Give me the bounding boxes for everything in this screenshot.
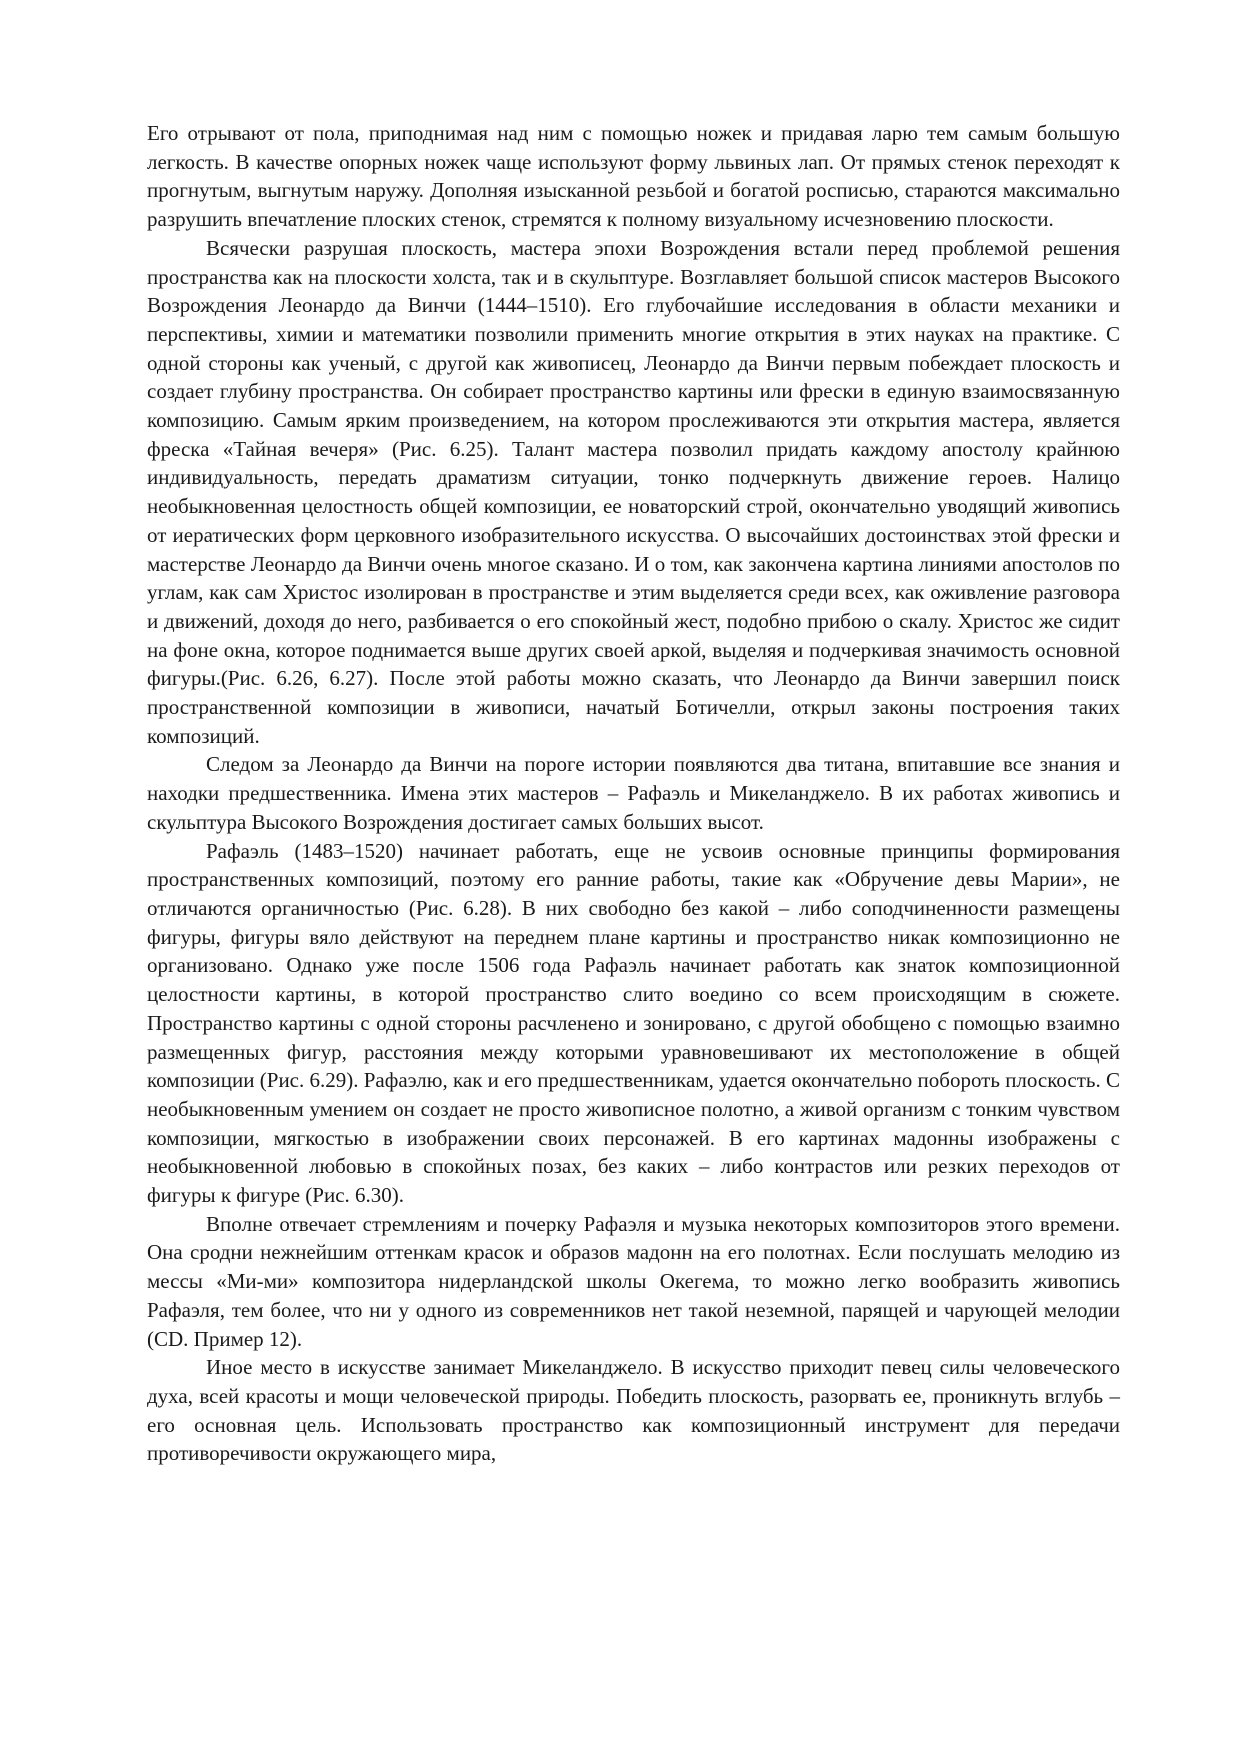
- paragraph-4: Рафаэль (1483–1520) начинает работать, еще не усвоив основные принципы формирования пространственных композиций, поэтому его ранние работы, такие как «Обручение девы Марии», не отличаются органичностью (Рис. 6.28). В них свободно без какой – либо соподчиненности размещены фигуры, фигуры вяло действуют на переднем плане картины и пространство никак композиционно не организовано. Однако уже после 1506 года Рафаэль начинает работать как знаток композиционной целостности картины, в которой пространство слито воедино со всем происходящим в сюжете. Пространство картины с одной стороны расчленено и зонировано, с другой обобщено с помощью взаимно размещенных фигур, расстояния между которыми уравновешивают их местоположение в общей композиции (Рис. 6.29). Рафаэлю, как и его предшественникам, удается окончательно побороть плоскость. С необыкновенным умением он создает не просто живописное полотно, а живой организм с тонким чувством композиции, мягкостью в изображении своих персонажей. В его картинах мадонны изображены с необыкновенной любовью в спокойных позах, без каких – либо контрастов или резких переходов от фигуры к фигуре (Рис. 6.30).: [147, 838, 1120, 1208]
- paragraph-3: Следом за Леонардо да Винчи на пороге истории появляются два титана, впитавшие все знания и находки предшественника. Имена этих мастеров – Рафаэль и Микеланджело. В их работах живопись и скульптура Высокого Возрождения достигает самых больших высот.: [147, 752, 1120, 834]
- paragraph-2: Всячески разрушая плоскость, мастера эпохи Возрождения встали перед проблемой решения пространства как на плоскости холста, так и в скульптуре. Возглавляет большой список мастеров Высокого Возрождения Леонардо да Винчи (1444–1510). Его глубочайшие исследования в области механики и перспективы, химии и математики позволили применить многие открытия в этих науках на практике. С одной стороны как ученый, с другой как живописец, Леонардо да Винчи первым побеждает плоскость и создает глубину пространства. Он собирает пространство картины или фрески в единую взаимосвязанную композицию. Самым ярким произведением, на котором прослеживаются эти открытия мастера, является фреска «Тайная вечеря» (Рис. 6.25). Талант мастера позволил придать каждому апостолу крайнюю индивидуальность, передать драматизм ситуации, тонко подчеркнуть движение героев. Налицо необыкновенная целостность общей композиции, ее новаторский строй, окончательно уводящий живопись от иератических форм церковного изобразительного искусства. О высочайших достоинствах этой фрески и мастерстве Леонардо да Винчи очень многое сказано. И о том, как закончена картина линиями апостолов по углам, как сам Христос изолирован в пространстве и этим выделяется среди всех, как оживление разговора и движений, доходя до него, разбивается о его спокойный жест, подобно прибою о скалу. Христос же сидит на фоне окна, которое поднимается выше других своей аркой, выделяя и подчеркивая значимость основной фигуры.(Рис. 6.26, 6.27). После этой работы можно сказать, что Леонардо да Винчи завершил поиск пространственной композиции в живописи, начатый Ботичелли, открыл законы построения таких композиций.: [147, 235, 1120, 748]
- paragraph-5: Вполне отвечает стремлениям и почерку Рафаэля и музыка некоторых композиторов этого времени. Она сродни нежнейшим оттенкам красок и образов мадонн на его полотнах. Если послушать мелодию из мессы «Ми-ми» композитора нидерландской школы Окегема, то можно легко вообразить живопись Рафаэля, тем более, что ни у одного из современников нет такой неземной, парящей и чарующей мелодии (CD. Пример 12).: [147, 1211, 1120, 1351]
- paragraph-6: Иное место в искусстве занимает Микеланджело. В искусство приходит певец силы человеческого духа, всей красоты и мощи человеческой природы. Победить плоскость, разорвать ее, проникнуть вглубь – его основная цель. Использовать пространство как композиционный инструмент для передачи противоречивости окружающего мира,: [147, 1355, 1120, 1466]
- paragraph-1: Его отрывают от пола, приподнимая над ним с помощью ножек и придавая ларю тем самым большую легкость. В качестве опорных ножек чаще используют форму львиных лап. От прямых стенок переходят к прогнутым, выгнутым наружу. Дополняя изысканной резьбой и богатой росписью, стараются максимально разрушить впечатление плоских стенок, стремятся к полному визуальному исчезновению плоскости.: [147, 121, 1120, 232]
- document-page: [147, 119, 1120, 1468]
